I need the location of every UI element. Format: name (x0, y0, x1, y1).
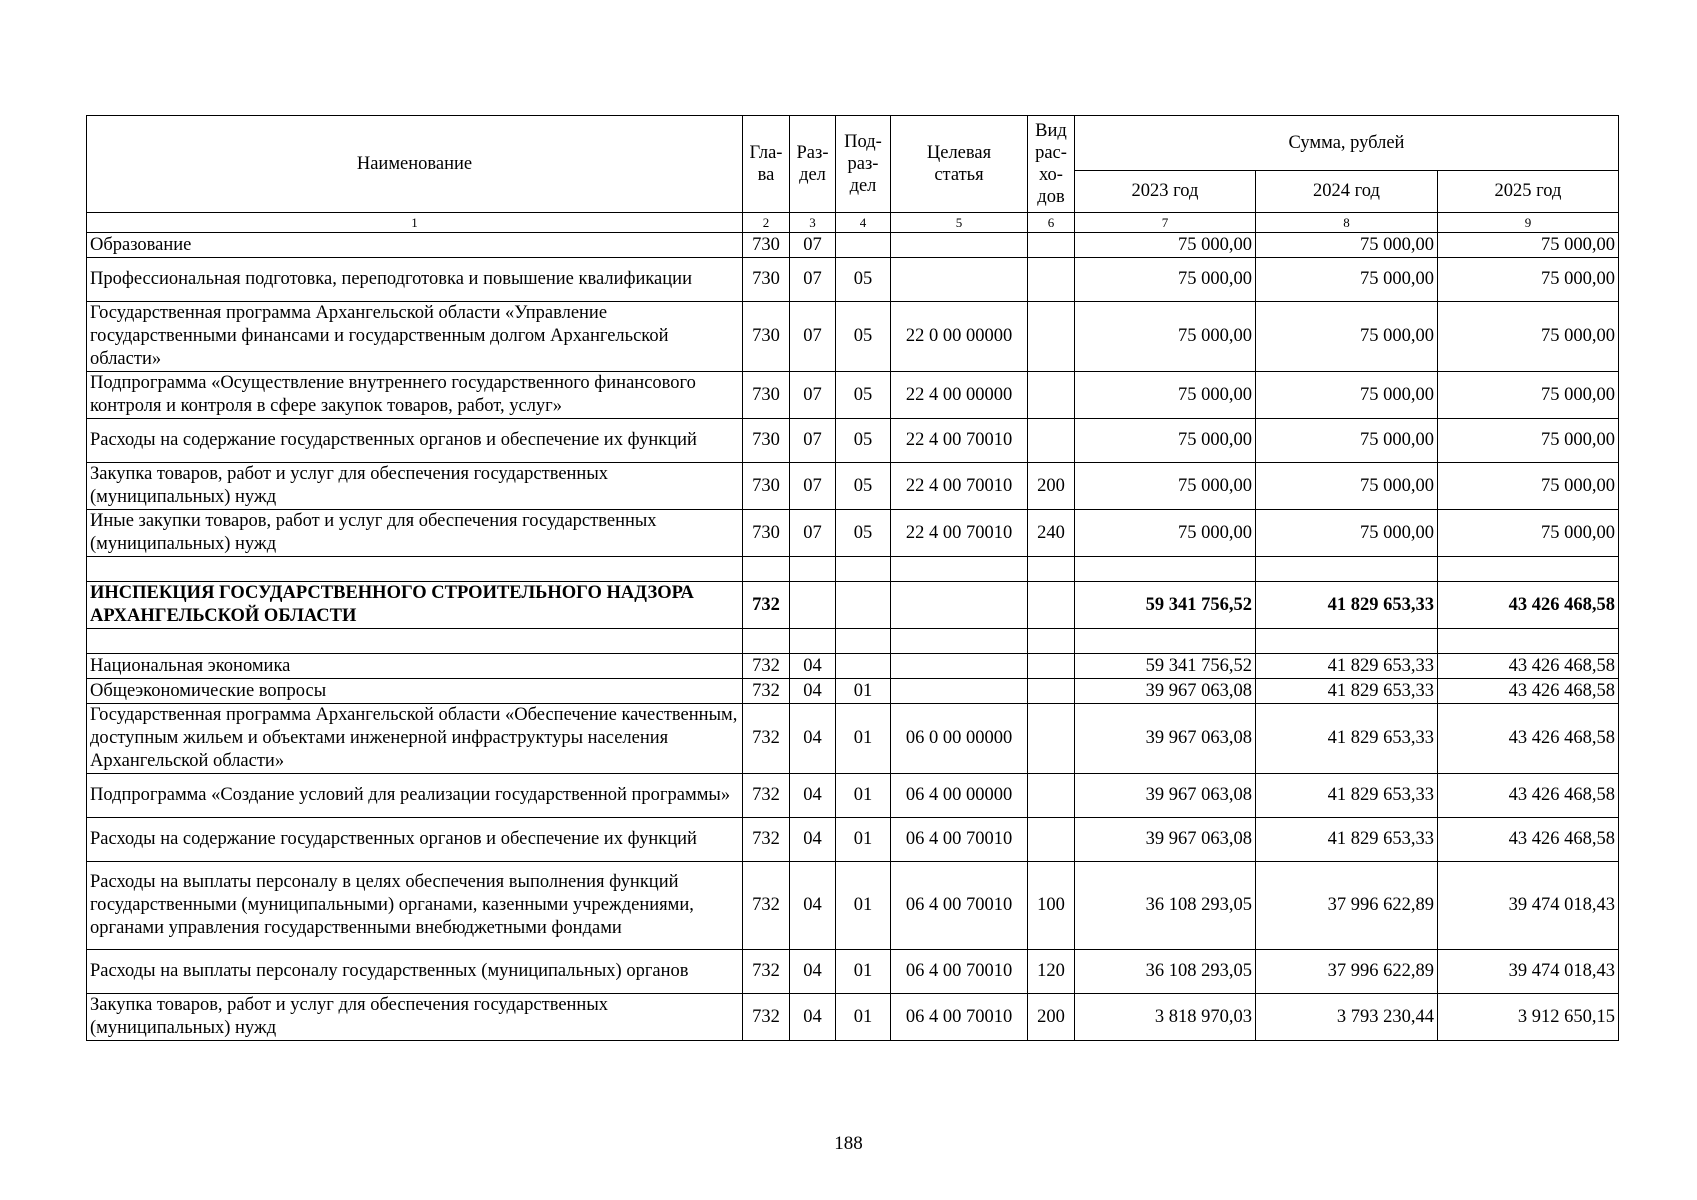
row-name: Подпрограмма «Осуществление внутреннего государственного финансового контроля и контроля в сфере закупок товаров, работ, услуг» (87, 372, 743, 419)
row-sum-2023: 75 000,00 (1075, 463, 1256, 510)
row-name (87, 629, 743, 654)
row-sum-2025: 75 000,00 (1438, 510, 1619, 557)
row-sum-2023: 59 341 756,52 (1075, 654, 1256, 679)
row-target-article (891, 654, 1028, 679)
row-expense-type: 200 (1028, 994, 1075, 1041)
row-target-article (891, 629, 1028, 654)
row-name: Расходы на содержание государственных органов и обеспечение их функций (87, 419, 743, 463)
row-expense-type (1028, 582, 1075, 629)
row-chapter (743, 557, 790, 582)
row-sum-2023: 36 108 293,05 (1075, 950, 1256, 994)
row-target-article (891, 233, 1028, 258)
row-section: 07 (790, 372, 836, 419)
row-subsection: 01 (836, 679, 891, 704)
row-sum-2024: 41 829 653,33 (1256, 654, 1438, 679)
table-row (87, 654, 1619, 679)
row-chapter: 732 (743, 818, 790, 862)
row-sum-2024 (1256, 557, 1438, 582)
row-sum-2025: 3 912 650,15 (1438, 994, 1619, 1041)
row-sum-2024: 75 000,00 (1256, 510, 1438, 557)
row-sum-2025: 75 000,00 (1438, 302, 1619, 372)
row-sum-2024: 41 829 653,33 (1256, 679, 1438, 704)
row-sum-2024: 41 829 653,33 (1256, 704, 1438, 774)
row-chapter: 730 (743, 510, 790, 557)
row-sum-2023: 39 967 063,08 (1075, 704, 1256, 774)
row-expense-type (1028, 629, 1075, 654)
row-chapter: 732 (743, 654, 790, 679)
row-subsection: 01 (836, 774, 891, 818)
row-chapter: 732 (743, 704, 790, 774)
row-sum-2024: 37 996 622,89 (1256, 862, 1438, 950)
row-sum-2023: 39 967 063,08 (1075, 679, 1256, 704)
row-chapter: 732 (743, 950, 790, 994)
row-target-article: 22 4 00 70010 (891, 463, 1028, 510)
row-sum-2023: 36 108 293,05 (1075, 862, 1256, 950)
row-sum-2023: 39 967 063,08 (1075, 818, 1256, 862)
row-name: Образование (87, 233, 743, 258)
row-sum-2023 (1075, 629, 1256, 654)
table-row (87, 818, 1619, 862)
row-target-article: 22 4 00 70010 (891, 419, 1028, 463)
row-chapter: 732 (743, 679, 790, 704)
table-row (87, 302, 1619, 372)
spacer-row (87, 629, 1619, 654)
column-number-row (87, 213, 1619, 233)
row-subsection: 05 (836, 463, 891, 510)
row-name: ИНСПЕКЦИЯ ГОСУДАРСТВЕННОГО СТРОИТЕЛЬНОГО НАДЗОРА АРХАНГЕЛЬСКОЙ ОБЛАСТИ (87, 582, 743, 629)
row-target-article (891, 679, 1028, 704)
table-row (87, 510, 1619, 557)
row-section: 07 (790, 233, 836, 258)
row-target-article: 22 0 00 00000 (891, 302, 1028, 372)
row-name (87, 557, 743, 582)
row-sum-2024: 75 000,00 (1256, 463, 1438, 510)
row-name: Закупка товаров, работ и услуг для обеспечения государственных (муниципальных) нужд (87, 994, 743, 1041)
table-row (87, 950, 1619, 994)
row-sum-2025: 39 474 018,43 (1438, 862, 1619, 950)
row-section: 07 (790, 302, 836, 372)
row-chapter: 730 (743, 419, 790, 463)
row-expense-type (1028, 654, 1075, 679)
row-name: Профессиональная подготовка, переподготовка и повышение квалификации (87, 258, 743, 302)
row-name: Иные закупки товаров, работ и услуг для обеспечения государственных (муниципальных) нужд (87, 510, 743, 557)
row-target-article: 06 4 00 70010 (891, 862, 1028, 950)
row-expense-type (1028, 419, 1075, 463)
row-section: 07 (790, 510, 836, 557)
row-name: Расходы на выплаты персоналу государственных (муниципальных) органов (87, 950, 743, 994)
header-section (790, 116, 836, 213)
row-name: Подпрограмма «Создание условий для реализации государственной программы» (87, 774, 743, 818)
row-subsection: 05 (836, 510, 891, 557)
row-expense-type (1028, 679, 1075, 704)
row-sum-2025 (1438, 629, 1619, 654)
row-section (790, 629, 836, 654)
row-sum-2025: 39 474 018,43 (1438, 950, 1619, 994)
header-subsection-label: Под- раз- дел (844, 132, 882, 196)
row-section: 07 (790, 419, 836, 463)
header-target-article (891, 116, 1028, 213)
row-chapter: 732 (743, 862, 790, 950)
column-number: 4 (836, 213, 891, 233)
row-expense-type (1028, 774, 1075, 818)
row-name: Закупка товаров, работ и услуг для обеспечения государственных (муниципальных) нужд (87, 463, 743, 510)
row-section: 04 (790, 862, 836, 950)
header-expense-type (1028, 116, 1075, 213)
row-name: Расходы на содержание государственных органов и обеспечение их функций (87, 818, 743, 862)
row-name: Общеэкономические вопросы (87, 679, 743, 704)
table-row (87, 419, 1619, 463)
row-subsection (836, 654, 891, 679)
row-sum-2023: 75 000,00 (1075, 372, 1256, 419)
header-year-2023: 2023 год (1075, 171, 1256, 213)
header-target-article-label: Целевая статья (926, 143, 992, 185)
table-row (87, 258, 1619, 302)
row-sum-2023: 75 000,00 (1075, 258, 1256, 302)
row-sum-2025: 75 000,00 (1438, 233, 1619, 258)
column-number: 9 (1438, 213, 1619, 233)
row-section: 07 (790, 463, 836, 510)
row-chapter: 730 (743, 463, 790, 510)
row-sum-2025: 43 426 468,58 (1438, 704, 1619, 774)
row-subsection: 05 (836, 258, 891, 302)
row-name: Расходы на выплаты персоналу в целях обеспечения выполнения функций государственными (муниципальными) органами, казенными учреждениями, органами управления государственными внебюджетными фондами (87, 862, 743, 950)
header-subsection (836, 116, 891, 213)
row-sum-2023: 59 341 756,52 (1075, 582, 1256, 629)
row-name: Государственная программа Архангельской области «Управление государственными финансами и государственным долгом Архангельской области» (87, 302, 743, 372)
row-section: 04 (790, 950, 836, 994)
row-expense-type (1028, 372, 1075, 419)
row-sum-2024: 3 793 230,44 (1256, 994, 1438, 1041)
row-sum-2024: 41 829 653,33 (1256, 774, 1438, 818)
table-row (87, 582, 1619, 629)
row-target-article: 06 4 00 00000 (891, 774, 1028, 818)
row-section: 04 (790, 654, 836, 679)
table-row (87, 994, 1619, 1041)
table-row (87, 704, 1619, 774)
row-section: 04 (790, 679, 836, 704)
row-subsection (836, 629, 891, 654)
header-chapter (743, 116, 790, 213)
header-name: Наименование (87, 116, 743, 213)
row-target-article: 22 4 00 70010 (891, 510, 1028, 557)
row-sum-2024: 75 000,00 (1256, 258, 1438, 302)
header-section-label: Раз- дел (796, 143, 829, 185)
table-row (87, 233, 1619, 258)
row-chapter: 730 (743, 233, 790, 258)
row-sum-2023: 75 000,00 (1075, 510, 1256, 557)
row-chapter: 732 (743, 582, 790, 629)
column-number: 6 (1028, 213, 1075, 233)
budget-table (86, 115, 1619, 1041)
row-subsection: 05 (836, 372, 891, 419)
row-chapter: 730 (743, 372, 790, 419)
row-subsection (836, 557, 891, 582)
row-target-article: 06 4 00 70010 (891, 950, 1028, 994)
column-number: 3 (790, 213, 836, 233)
row-chapter: 730 (743, 302, 790, 372)
row-target-article: 06 0 00 00000 (891, 704, 1028, 774)
row-expense-type: 240 (1028, 510, 1075, 557)
page-number: 188 (834, 1133, 863, 1154)
table-row (87, 774, 1619, 818)
row-section (790, 582, 836, 629)
row-section: 04 (790, 818, 836, 862)
row-subsection: 01 (836, 994, 891, 1041)
row-subsection (836, 582, 891, 629)
header-expense-type-label: Вид рас- хо- дов (1035, 121, 1067, 207)
row-section: 04 (790, 774, 836, 818)
row-expense-type (1028, 302, 1075, 372)
row-section: 04 (790, 994, 836, 1041)
row-sum-2025: 75 000,00 (1438, 419, 1619, 463)
row-sum-2024: 41 829 653,33 (1256, 818, 1438, 862)
row-expense-type: 100 (1028, 862, 1075, 950)
row-sum-2025: 43 426 468,58 (1438, 582, 1619, 629)
column-number: 5 (891, 213, 1028, 233)
row-target-article (891, 258, 1028, 302)
row-subsection: 01 (836, 818, 891, 862)
row-sum-2023: 3 818 970,03 (1075, 994, 1256, 1041)
row-sum-2025: 43 426 468,58 (1438, 774, 1619, 818)
header-sum: Сумма, рублей (1075, 116, 1619, 171)
row-sum-2024 (1256, 629, 1438, 654)
row-chapter (743, 629, 790, 654)
row-sum-2025: 75 000,00 (1438, 372, 1619, 419)
row-sum-2025: 43 426 468,58 (1438, 818, 1619, 862)
row-subsection (836, 233, 891, 258)
header-year-2025: 2025 год (1438, 171, 1619, 213)
row-sum-2025: 43 426 468,58 (1438, 679, 1619, 704)
row-sum-2024: 41 829 653,33 (1256, 582, 1438, 629)
row-sum-2025: 75 000,00 (1438, 463, 1619, 510)
table-row (87, 463, 1619, 510)
table-row (87, 862, 1619, 950)
row-sum-2024: 75 000,00 (1256, 302, 1438, 372)
row-expense-type (1028, 233, 1075, 258)
row-chapter: 730 (743, 258, 790, 302)
row-sum-2023 (1075, 557, 1256, 582)
row-target-article (891, 582, 1028, 629)
row-expense-type (1028, 557, 1075, 582)
row-sum-2024: 75 000,00 (1256, 419, 1438, 463)
row-sum-2024: 75 000,00 (1256, 372, 1438, 419)
table-body (87, 233, 1619, 1041)
column-number: 1 (87, 213, 743, 233)
column-number: 2 (743, 213, 790, 233)
row-subsection: 05 (836, 419, 891, 463)
row-expense-type: 200 (1028, 463, 1075, 510)
row-sum-2023: 75 000,00 (1075, 233, 1256, 258)
row-expense-type: 120 (1028, 950, 1075, 994)
row-expense-type (1028, 258, 1075, 302)
row-sum-2023: 75 000,00 (1075, 302, 1256, 372)
row-expense-type (1028, 704, 1075, 774)
row-chapter: 732 (743, 774, 790, 818)
spacer-row (87, 557, 1619, 582)
row-name: Национальная экономика (87, 654, 743, 679)
table-row (87, 372, 1619, 419)
header-chapter-label: Гла- ва (749, 143, 783, 185)
row-name: Государственная программа Архангельской области «Обеспечение качественным, доступным жильем и объектами инженерной инфраструктуры населения Архангельской области» (87, 704, 743, 774)
row-subsection: 01 (836, 950, 891, 994)
row-section (790, 557, 836, 582)
row-subsection: 05 (836, 302, 891, 372)
row-target-article: 06 4 00 70010 (891, 818, 1028, 862)
row-section: 04 (790, 704, 836, 774)
row-sum-2023: 75 000,00 (1075, 419, 1256, 463)
column-number: 8 (1256, 213, 1438, 233)
row-target-article: 22 4 00 00000 (891, 372, 1028, 419)
row-sum-2023: 39 967 063,08 (1075, 774, 1256, 818)
row-target-article (891, 557, 1028, 582)
row-sum-2025: 75 000,00 (1438, 258, 1619, 302)
row-sum-2025: 43 426 468,58 (1438, 654, 1619, 679)
header-year-2024: 2024 год (1256, 171, 1438, 213)
row-chapter: 732 (743, 994, 790, 1041)
row-sum-2025 (1438, 557, 1619, 582)
table-header (87, 116, 1619, 233)
row-sum-2024: 75 000,00 (1256, 233, 1438, 258)
column-number: 7 (1075, 213, 1256, 233)
row-target-article: 06 4 00 70010 (891, 994, 1028, 1041)
row-section: 07 (790, 258, 836, 302)
row-expense-type (1028, 818, 1075, 862)
row-subsection: 01 (836, 862, 891, 950)
row-sum-2024: 37 996 622,89 (1256, 950, 1438, 994)
row-subsection: 01 (836, 704, 891, 774)
table-row (87, 679, 1619, 704)
